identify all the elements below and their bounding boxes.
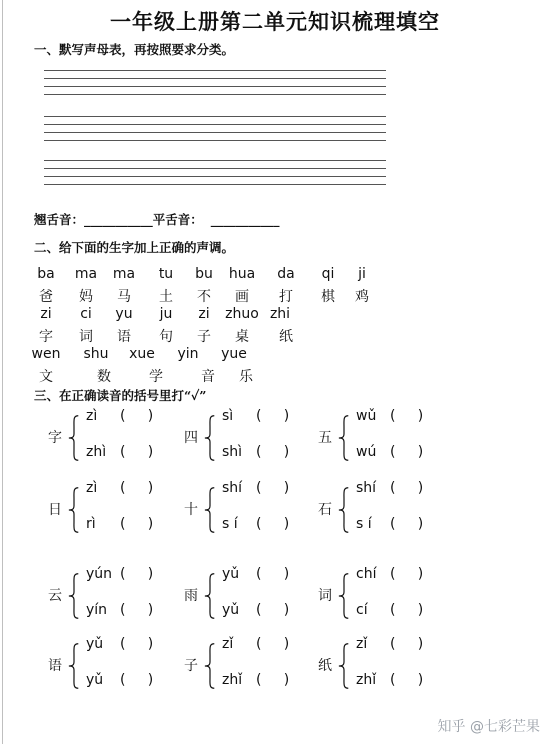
writing-line <box>44 124 386 125</box>
option-pinyin: shì <box>222 444 243 460</box>
option-pinyin: s í <box>222 516 238 532</box>
choice-group <box>48 480 198 540</box>
choice-option <box>222 516 289 532</box>
flat-blank[interactable]: ___________ <box>210 212 280 227</box>
option-pinyin: cí <box>356 602 368 618</box>
writing-line <box>44 132 386 133</box>
pinyin-syllable[interactable]: shu <box>83 346 109 362</box>
choice-option <box>86 408 153 424</box>
hanzi-character: 文 <box>39 369 53 385</box>
option-pinyin: yǔ <box>222 566 240 582</box>
watermark: 知乎 @七彩芒果 <box>437 719 540 735</box>
curly-brace-icon <box>204 639 216 693</box>
answer-parentheses[interactable]: ( ) <box>120 566 154 582</box>
hanzi-character: 语 <box>117 329 131 345</box>
pinyin-syllable[interactable]: da <box>277 266 295 282</box>
curly-brace-icon <box>204 411 216 465</box>
answer-parentheses[interactable]: ( ) <box>256 672 290 688</box>
curly-brace-icon <box>68 411 80 465</box>
curly-brace-icon <box>204 569 216 623</box>
curly-brace-icon <box>338 569 350 623</box>
option-pinyin: zì <box>86 480 98 496</box>
answer-parentheses[interactable]: ( ) <box>390 672 424 688</box>
curly-brace-icon <box>338 483 350 537</box>
hanzi-character: 土 <box>159 289 173 305</box>
pinyin-syllable[interactable]: yue <box>221 346 247 362</box>
option-pinyin: yín <box>86 602 108 618</box>
hanzi-character: 棋 <box>321 289 335 305</box>
hanzi-character: 音 <box>201 369 215 385</box>
choice-group <box>184 408 334 468</box>
choice-character: 字 <box>48 430 62 446</box>
choice-option <box>222 672 289 688</box>
choice-option <box>356 602 423 618</box>
choice-option <box>222 602 289 618</box>
pinyin-syllable[interactable]: ji <box>358 266 366 282</box>
answer-parentheses[interactable]: ( ) <box>120 602 154 618</box>
answer-parentheses[interactable]: ( ) <box>390 480 424 496</box>
hanzi-character: 纸 <box>279 329 293 345</box>
pinyin-syllable[interactable]: yu <box>115 306 133 322</box>
section-1-heading: 一、默写声母表，再按照要求分类。 <box>34 42 235 57</box>
hanzi-character: 爸 <box>39 289 53 305</box>
hanzi-character: 学 <box>149 369 163 385</box>
page-edge <box>2 0 3 744</box>
pinyin-syllable[interactable]: bu <box>195 266 213 282</box>
choice-option <box>86 636 153 652</box>
option-pinyin: zǐ <box>222 636 234 652</box>
answer-parentheses[interactable]: ( ) <box>390 516 424 532</box>
answer-parentheses[interactable]: ( ) <box>120 480 154 496</box>
choice-character: 语 <box>48 658 62 674</box>
writing-line <box>44 94 386 95</box>
pinyin-syllable[interactable]: zhi <box>269 306 291 322</box>
choice-group <box>318 408 468 468</box>
page-title: 一年级上册第二单元知识梳理填空 <box>110 9 440 34</box>
choice-group <box>48 636 198 696</box>
answer-parentheses[interactable]: ( ) <box>120 672 154 688</box>
option-pinyin: zì <box>86 408 98 424</box>
pinyin-syllable[interactable]: hua <box>228 266 256 282</box>
pinyin-syllable[interactable]: wen <box>31 346 61 362</box>
choice-character: 四 <box>184 430 198 446</box>
section-2-heading: 二、给下面的生字加上正确的声调。 <box>34 240 235 255</box>
option-pinyin: zhì <box>86 444 107 460</box>
curly-brace-icon <box>338 411 350 465</box>
option-pinyin: rì <box>86 516 96 532</box>
answer-parentheses[interactable]: ( ) <box>256 566 290 582</box>
pinyin-syllable[interactable]: tu <box>158 266 174 282</box>
choice-character: 五 <box>318 430 332 446</box>
option-pinyin: zǐ <box>356 636 368 652</box>
writing-line <box>44 116 386 117</box>
option-pinyin: yǔ <box>86 636 104 652</box>
writing-line <box>44 184 386 185</box>
pinyin-syllable[interactable]: qi <box>321 266 335 282</box>
option-pinyin: shí <box>356 480 377 496</box>
section-3-heading: 三、在正确读音的括号里打“✓” <box>34 388 207 403</box>
choice-group <box>318 480 468 540</box>
choice-character: 石 <box>318 502 332 518</box>
answer-parentheses[interactable]: ( ) <box>256 444 290 460</box>
choice-option <box>222 636 289 652</box>
choice-group <box>48 566 198 626</box>
answer-parentheses[interactable]: ( ) <box>120 636 154 652</box>
hanzi-character: 妈 <box>79 289 93 305</box>
choice-option <box>222 480 289 496</box>
choice-group <box>184 480 334 540</box>
answer-parentheses[interactable]: ( ) <box>390 636 424 652</box>
pinyin-syllable[interactable]: zhuo <box>225 306 259 322</box>
writing-line <box>44 140 386 141</box>
choice-character: 十 <box>184 502 198 518</box>
choice-character: 雨 <box>184 588 198 604</box>
answer-parentheses[interactable]: ( ) <box>120 408 154 424</box>
option-pinyin: wú <box>356 444 377 460</box>
hanzi-character: 鸡 <box>355 289 369 305</box>
choice-character: 纸 <box>318 658 332 674</box>
choice-character: 云 <box>48 588 62 604</box>
curly-brace-icon <box>338 639 350 693</box>
curly-brace-icon <box>68 483 80 537</box>
choice-option <box>222 444 289 460</box>
pinyin-syllable[interactable]: ba <box>37 266 55 282</box>
answer-parentheses[interactable]: ( ) <box>256 602 290 618</box>
choice-option <box>356 408 423 424</box>
choice-group <box>184 636 334 696</box>
hanzi-character: 马 <box>117 289 131 305</box>
choice-option <box>86 672 153 688</box>
pinyin-syllable[interactable]: zi <box>198 306 210 322</box>
option-pinyin: s í <box>356 516 372 532</box>
choice-option <box>356 636 423 652</box>
choice-option <box>86 566 153 582</box>
writing-line <box>44 176 386 177</box>
pinyin-syllable[interactable]: ma <box>74 266 98 282</box>
hanzi-character: 词 <box>79 329 93 345</box>
curly-brace-icon <box>68 569 80 623</box>
answer-parentheses[interactable]: ( ) <box>390 566 424 582</box>
writing-line <box>44 78 386 79</box>
writing-line <box>44 70 386 71</box>
pinyin-syllable[interactable]: xue <box>129 346 155 362</box>
curly-brace-icon <box>204 483 216 537</box>
pinyin-syllable[interactable]: yin <box>177 346 199 362</box>
flat-label: 平舌音： <box>152 212 203 227</box>
writing-line <box>44 168 386 169</box>
choice-character: 子 <box>184 658 198 674</box>
pinyin-syllable[interactable]: zi <box>40 306 52 322</box>
choice-option <box>86 602 153 618</box>
answer-parentheses[interactable]: ( ) <box>390 408 424 424</box>
answer-parentheses[interactable]: ( ) <box>256 636 290 652</box>
choice-character: 词 <box>318 588 332 604</box>
writing-line <box>44 160 386 161</box>
option-pinyin: yǔ <box>86 672 104 688</box>
choice-option <box>356 672 423 688</box>
option-pinyin: sì <box>222 408 234 424</box>
choice-option <box>222 566 289 582</box>
hanzi-character: 桌 <box>235 329 249 345</box>
choice-option <box>222 408 289 424</box>
hanzi-character: 打 <box>279 289 293 305</box>
choice-option <box>356 566 423 582</box>
hanzi-character: 数 <box>97 369 111 385</box>
answer-parentheses[interactable]: ( ) <box>256 480 290 496</box>
curly-brace-icon <box>68 639 80 693</box>
hanzi-character: 不 <box>197 289 211 305</box>
choice-option <box>356 444 423 460</box>
option-pinyin: wǔ <box>356 408 377 424</box>
choice-character: 日 <box>48 502 62 518</box>
hanzi-character: 画 <box>235 289 249 305</box>
choice-option <box>86 516 153 532</box>
option-pinyin: yǔ <box>222 602 240 618</box>
choice-option <box>86 480 153 496</box>
hanzi-character: 字 <box>39 329 53 345</box>
option-pinyin: shí <box>222 480 243 496</box>
answer-parentheses[interactable]: ( ) <box>390 444 424 460</box>
choice-option <box>356 480 423 496</box>
answer-parentheses[interactable]: ( ) <box>390 602 424 618</box>
choice-group <box>48 408 198 468</box>
choice-group <box>318 636 468 696</box>
choice-group <box>318 566 468 626</box>
retroflex-blank[interactable]: ___________ <box>84 212 153 227</box>
answer-parentheses[interactable]: ( ) <box>256 408 290 424</box>
pinyin-syllable[interactable]: ju <box>159 306 173 322</box>
answer-parentheses[interactable]: ( ) <box>120 516 154 532</box>
option-pinyin: yún <box>86 566 113 582</box>
pinyin-syllable[interactable]: ma <box>112 266 136 282</box>
option-pinyin: chí <box>356 566 377 582</box>
hanzi-character: 子 <box>197 329 211 345</box>
hanzi-character: 乐 <box>239 369 253 385</box>
hanzi-character: 句 <box>159 329 173 345</box>
classify-line <box>34 210 280 228</box>
writing-line <box>44 86 386 87</box>
option-pinyin: zhǐ <box>222 672 243 688</box>
answer-parentheses[interactable]: ( ) <box>120 444 154 460</box>
choice-group <box>184 566 334 626</box>
option-pinyin: zhǐ <box>356 672 377 688</box>
answer-parentheses[interactable]: ( ) <box>256 516 290 532</box>
pinyin-syllable[interactable]: ci <box>80 306 92 322</box>
choice-option <box>86 444 153 460</box>
retroflex-label: 翘舌音： <box>34 212 85 227</box>
choice-option <box>356 516 423 532</box>
